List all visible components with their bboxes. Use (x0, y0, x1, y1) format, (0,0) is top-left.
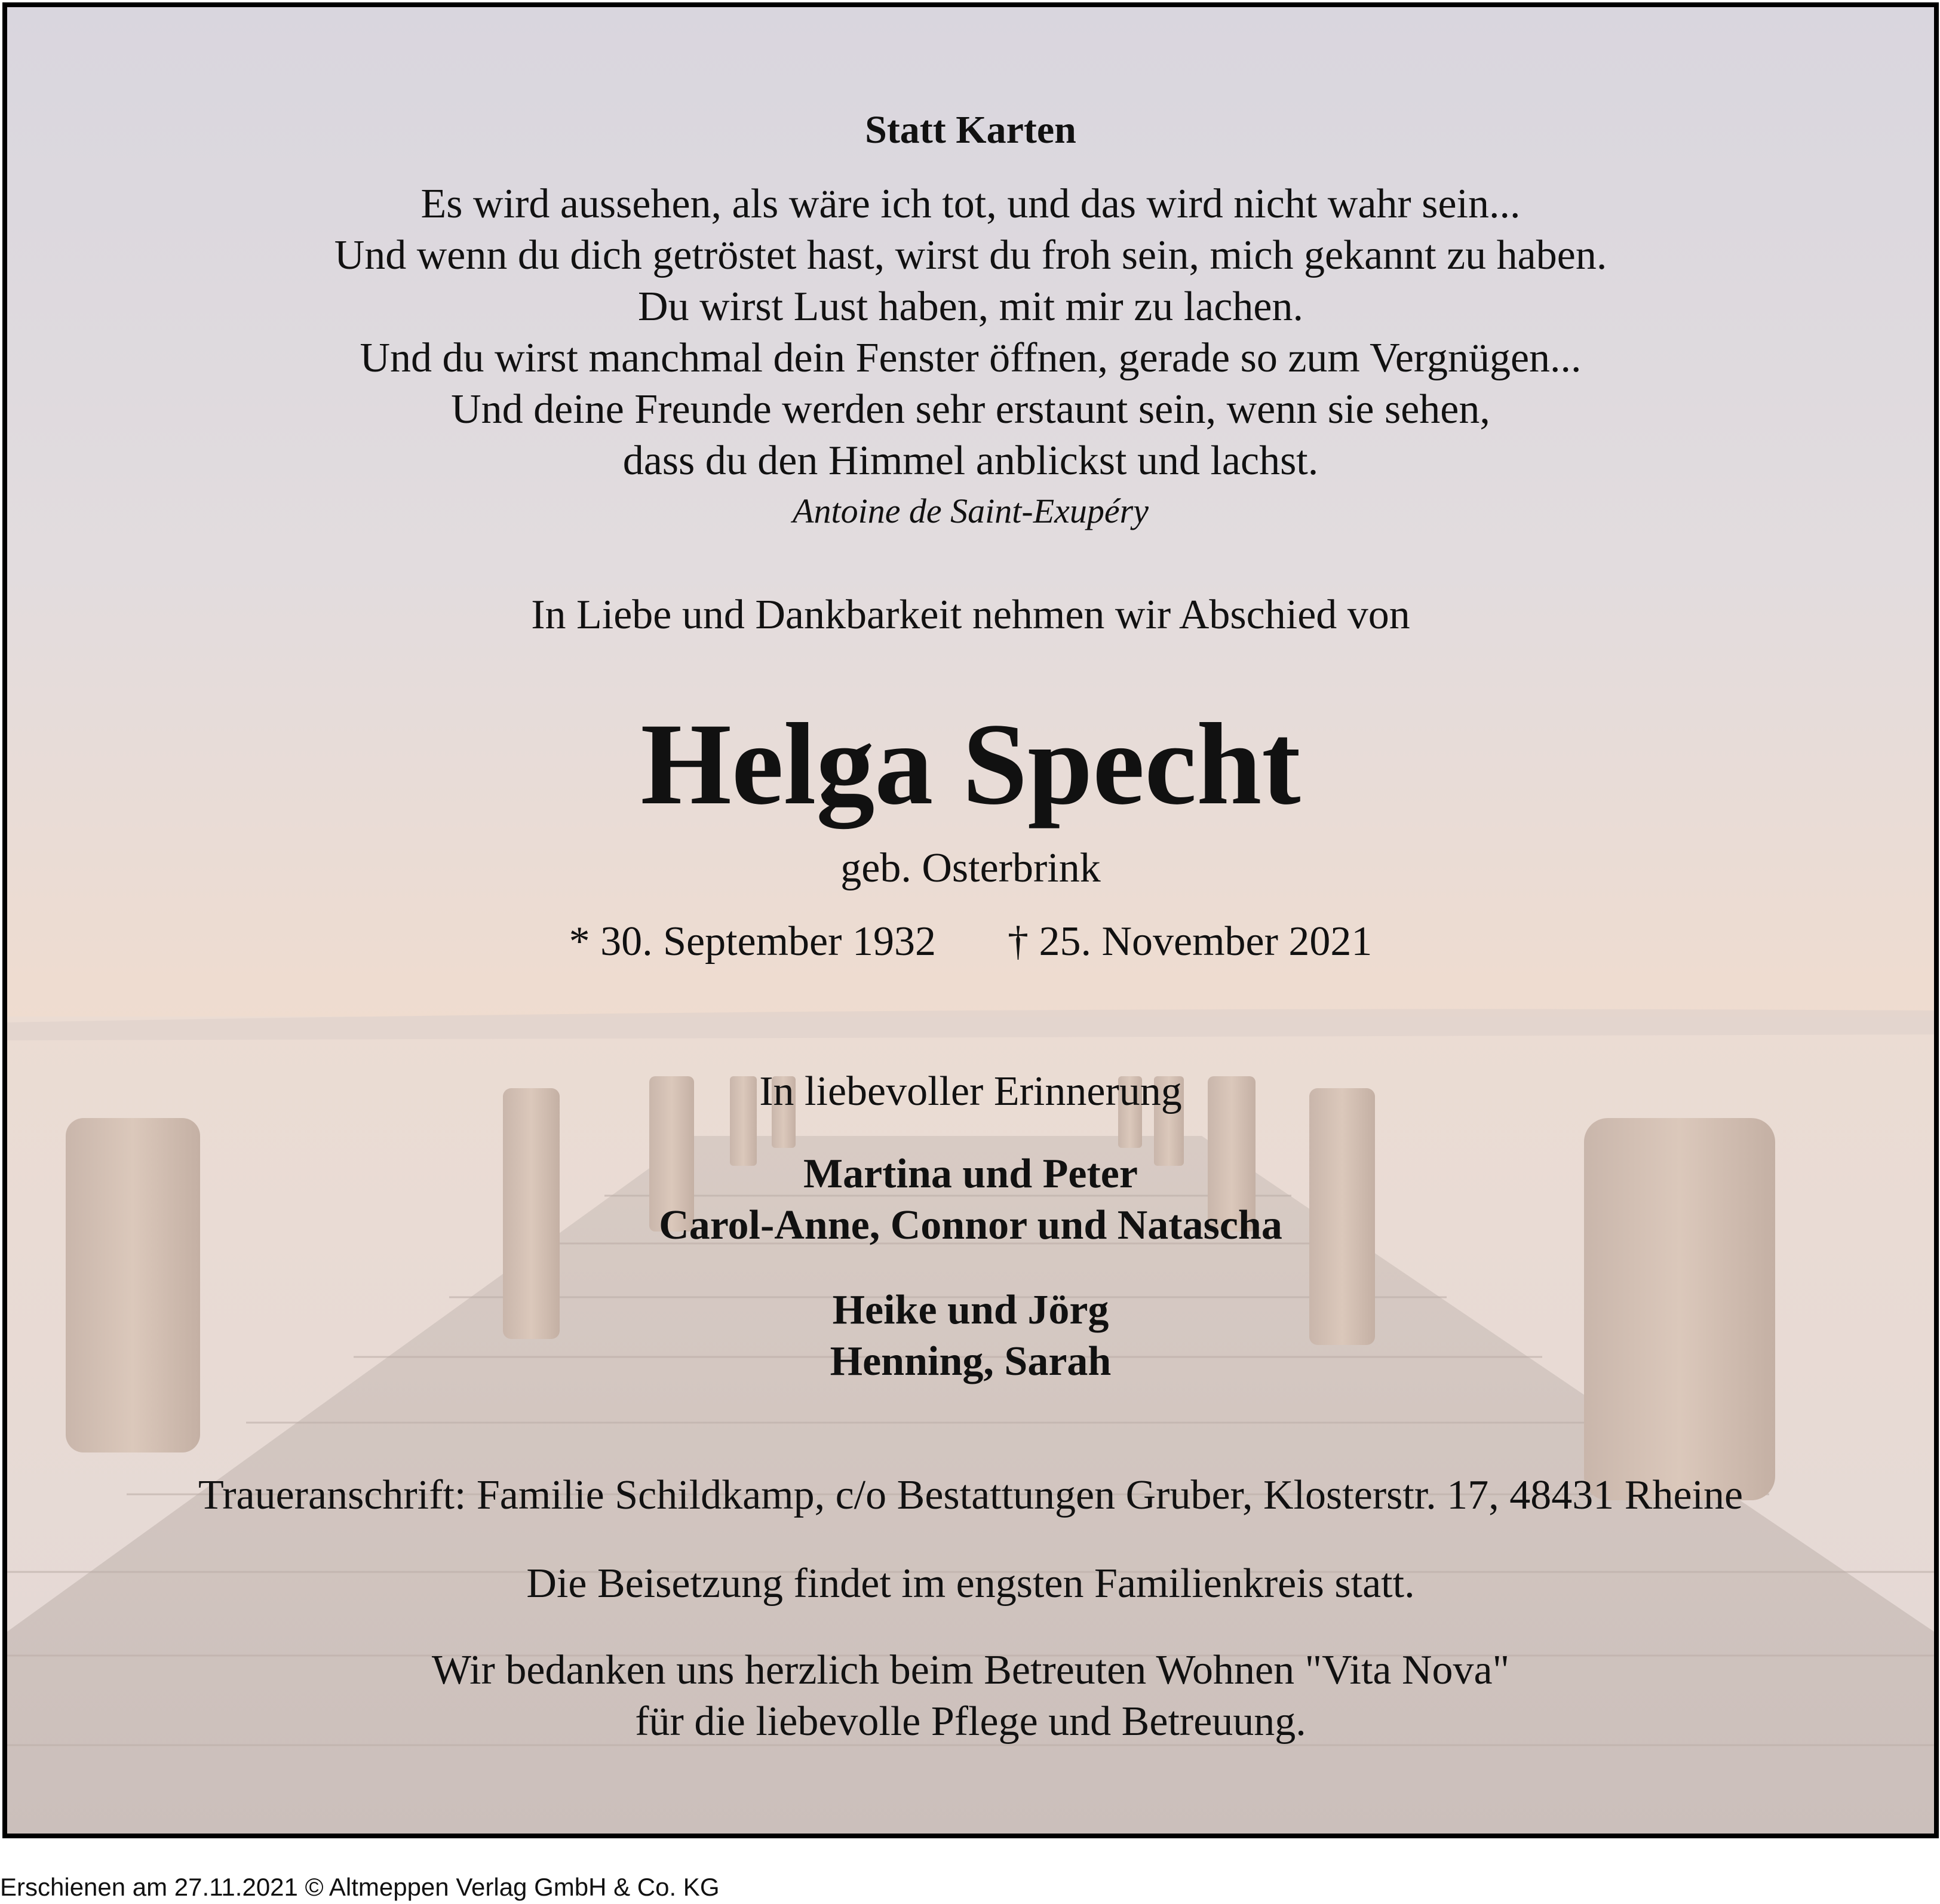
family-member: Heike und Jörg (832, 1287, 1109, 1333)
poem-line: Du wirst Lust haben, mit mir zu lachen. (638, 284, 1303, 330)
mourning-address: Traueranschrift: Familie Schildkamp, c/o Bestattungen Gruber, Klosterstr. 17, 48431 Rheine (198, 1472, 1743, 1518)
thanks-line: Wir bedanken uns herzlich beim Betreuten Wohnen "Vita Nova" (431, 1647, 1510, 1693)
poem-line: Und deine Freunde werden sehr erstaunt sein, wenn sie sehen, (451, 386, 1490, 432)
intro-text: In Liebe und Dankbarkeit nehmen wir Abschied von (531, 592, 1410, 638)
header-statt-karten: Statt Karten (865, 108, 1076, 152)
poem-line: Und wenn du dich getröstet hast, wirst du froh sein, mich gekannt zu haben. (334, 232, 1607, 278)
poem-line: Und du wirst manchmal dein Fenster öffnen, gerade so zum Vergnügen... (360, 335, 1582, 381)
thanks-line: für die liebevolle Pflege und Betreuung. (635, 1699, 1306, 1745)
family-member: Henning, Sarah (830, 1338, 1112, 1384)
maiden-name: geb. Osterbrink (840, 845, 1101, 891)
birth-date: * 30. September 1932 (569, 919, 936, 965)
poem-line: Es wird aussehen, als wäre ich tot, und das wird nicht wahr sein... (420, 181, 1521, 227)
family-member: Carol-Anne, Connor und Natascha (659, 1202, 1282, 1248)
publication-footer: Erschienen am 27.11.2021 © Altmeppen Verlag GmbH & Co. KG (0, 1873, 720, 1901)
burial-note: Die Beisetzung findet im engsten Familienkreis statt. (526, 1561, 1415, 1607)
death-date: † 25. November 2021 (1007, 919, 1373, 965)
family-member: Martina und Peter (803, 1151, 1138, 1197)
poem-line: dass du den Himmel anblickst und lachst. (622, 438, 1319, 484)
life-dates (7, 918, 1934, 966)
memory-line: In liebevoller Erinnerung (759, 1068, 1182, 1114)
deceased-name: Helga Specht (640, 699, 1301, 829)
obituary-notice (2, 2, 1939, 1838)
poem-author: Antoine de Saint-Exupéry (793, 492, 1149, 530)
